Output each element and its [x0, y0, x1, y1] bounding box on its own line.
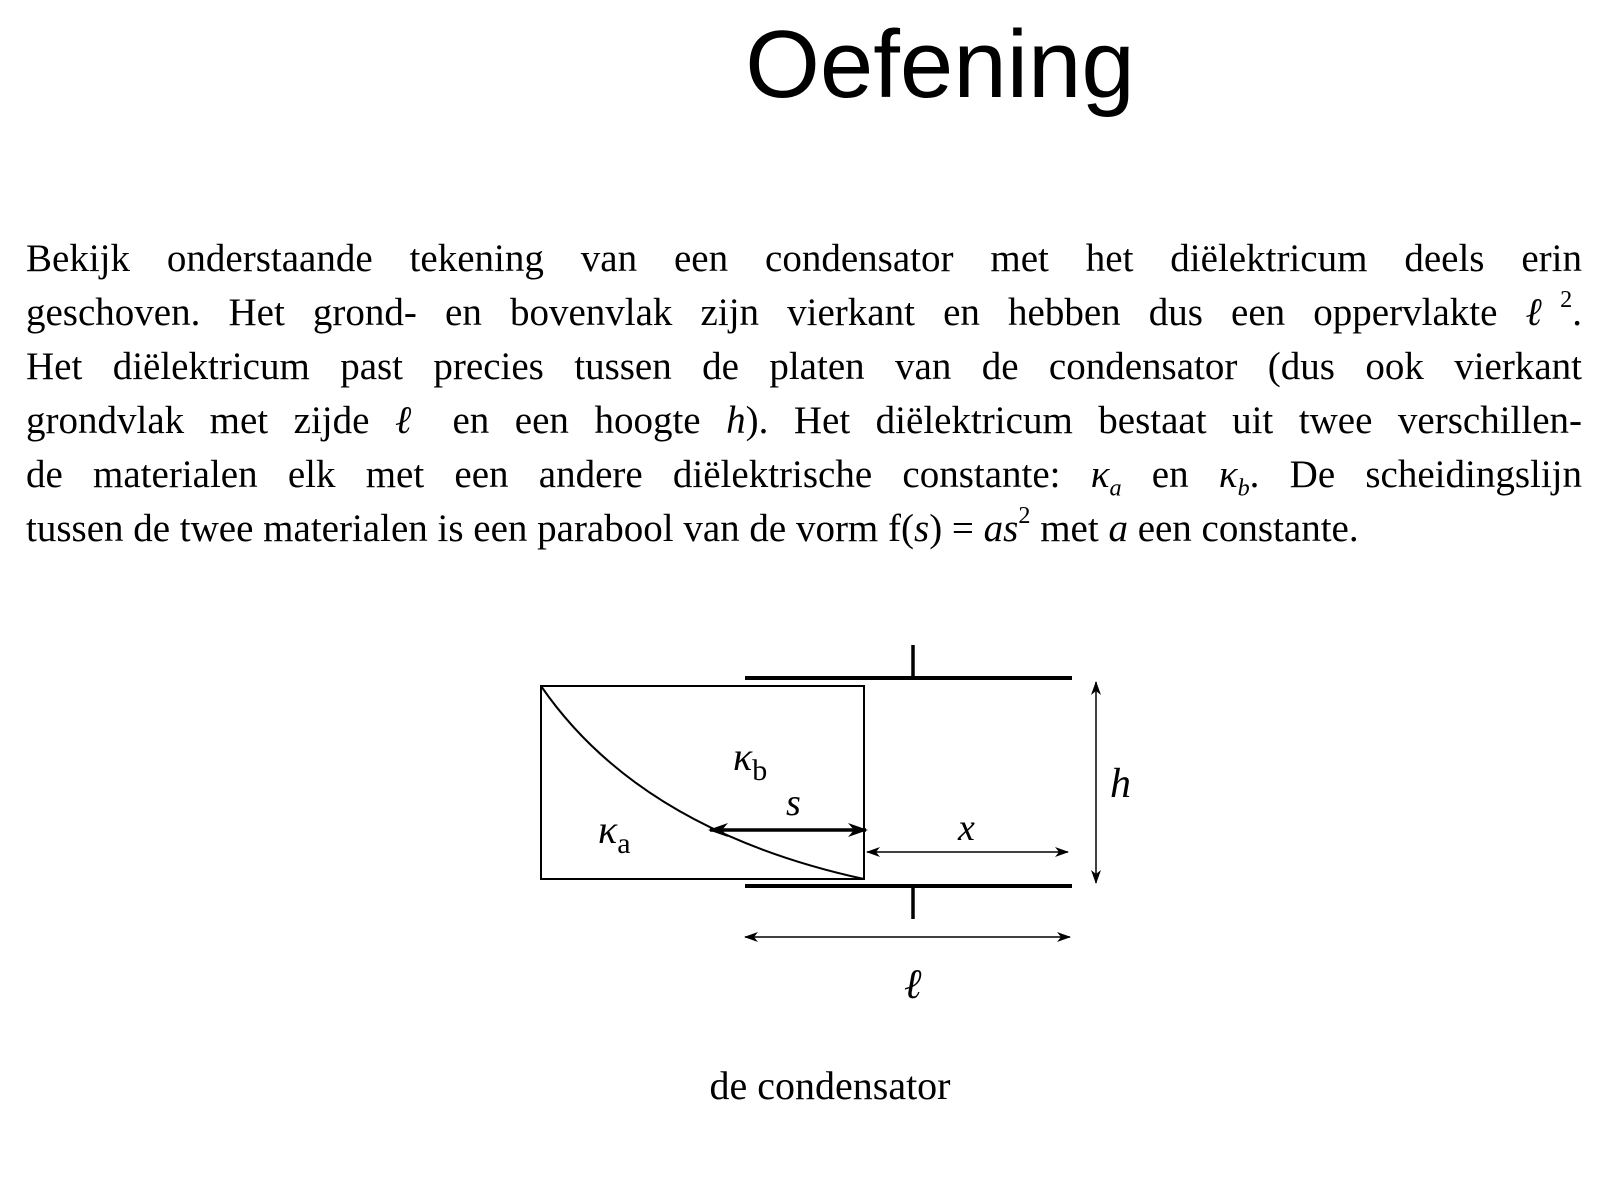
dielectric-block: [541, 686, 864, 879]
label-ell: ℓ: [904, 962, 922, 1008]
label-h: h: [1110, 761, 1131, 807]
paragraph-line-4: grondvlak met zijde ℓ en een hoogte h). Het diëlektricum bestaat uit twee verschillen-: [26, 399, 1582, 442]
paragraph-line-5: de materialen elk met een andere diëlektrische constante: $\kappa_a$ en $\kappa_b$. De scheidingslijn: [26, 453, 1583, 502]
label-kappa-a: $\kappa_a$: [598, 807, 631, 860]
problem-paragraph: [26, 232, 1582, 556]
label-s: s: [786, 782, 801, 824]
paragraph-line-6: tussen de twee materialen is een parabool van de vorm $f(s) = as^2$ met a een constante.: [26, 501, 1359, 550]
paragraph-line-1: Bekijk onderstaande tekening van een condensator met het diëlektricum deels erin: [26, 237, 1582, 280]
parabola-boundary: [541, 686, 864, 879]
figure-caption: de condensator: [709, 1063, 951, 1108]
paragraph-line-3: Het diëlektricum past precies tussen de platen van de condensator (dus ook vierkant: [26, 345, 1582, 388]
label-x: x: [958, 807, 975, 849]
page-title: Oefening: [745, 11, 1135, 118]
label-kappa-b: $\kappa_b$: [733, 734, 768, 787]
paragraph-line-2: geschoven. Het grond- en bovenvlak zijn vierkant en hebben dus een oppervlakte ℓ$^2$.: [26, 285, 1582, 334]
